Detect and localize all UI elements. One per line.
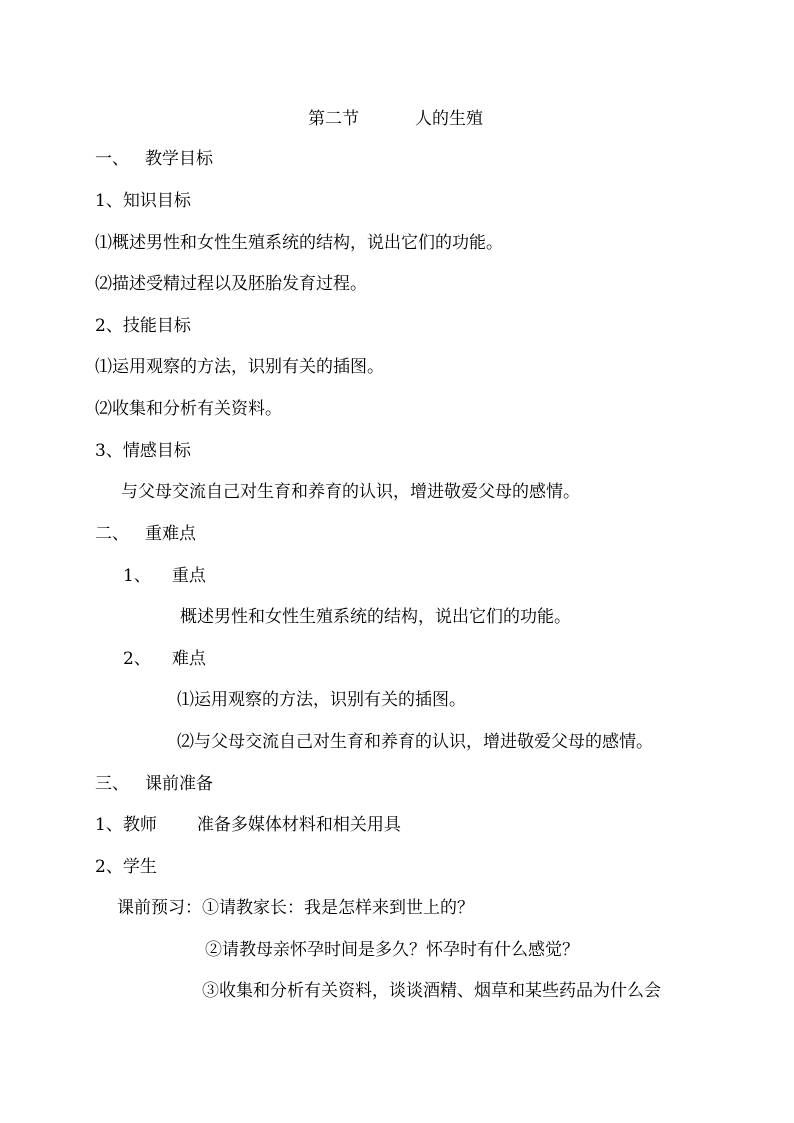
heading-preparation [95,774,213,794]
item-number: 2、 [123,649,151,669]
key-point-label [123,566,206,586]
heading-text: 重难点 [145,524,196,544]
heading-number: 三、 [95,774,129,794]
page-title [308,109,483,129]
heading-number: 二、 [95,524,129,544]
heading-text: 课前准备 [145,774,213,794]
preview-item-2: ②请教母亲怀孕时间是多久？怀孕时有什么感觉？ [205,940,579,960]
teacher-text: 准备多媒体材料和相关用具 [196,815,401,835]
item-label: 重点 [171,566,206,586]
knowledge-goal-1: ⑴概述男性和女性生殖系统的结构，说出它们的功能。 [95,233,503,253]
section-name: 人的生殖 [415,109,483,129]
difficult-point-label [123,649,206,669]
emotion-goals-heading: 3、情感目标 [95,441,191,461]
teacher-preparation [95,815,401,835]
difficult-point-2: ⑵与父母交流自己对生育和养育的认识，增进敬爱父母的感情。 [177,732,653,752]
skill-goals-heading: 2、技能目标 [95,316,191,336]
skill-goal-1: ⑴运用观察的方法，识别有关的插图。 [95,357,384,377]
heading-teaching-goals [95,149,213,169]
preview-item-1: 课前预习：①请教家长：我是怎样来到世上的？ [117,898,474,918]
heading-text: 教学目标 [145,149,213,169]
knowledge-goals-heading: 1、知识目标 [95,191,191,211]
knowledge-goal-2: ⑵描述受精过程以及胚胎发育过程。 [95,274,367,294]
emotion-goal-1: 与父母交流自己对生育和养育的认识，增进敬爱父母的感情。 [121,482,580,502]
key-point-text: 概述男性和女性生殖系统的结构，说出它们的功能。 [180,607,571,627]
section-number: 第二节 [308,109,359,129]
heading-key-points [95,524,196,544]
preview-item-3: ③收集和分析有关资料，谈谈酒精、烟草和某些药品为什么会 [202,981,661,1001]
item-number: 1、 [123,566,151,586]
student-preparation-heading: 2、学生 [95,857,157,877]
difficult-point-1: ⑴运用观察的方法，识别有关的插图。 [177,690,466,710]
skill-goal-2: ⑵收集和分析有关资料。 [95,399,282,419]
teacher-label: 1、教师 [95,815,157,835]
heading-number: 一、 [95,149,129,169]
item-label: 难点 [171,649,206,669]
